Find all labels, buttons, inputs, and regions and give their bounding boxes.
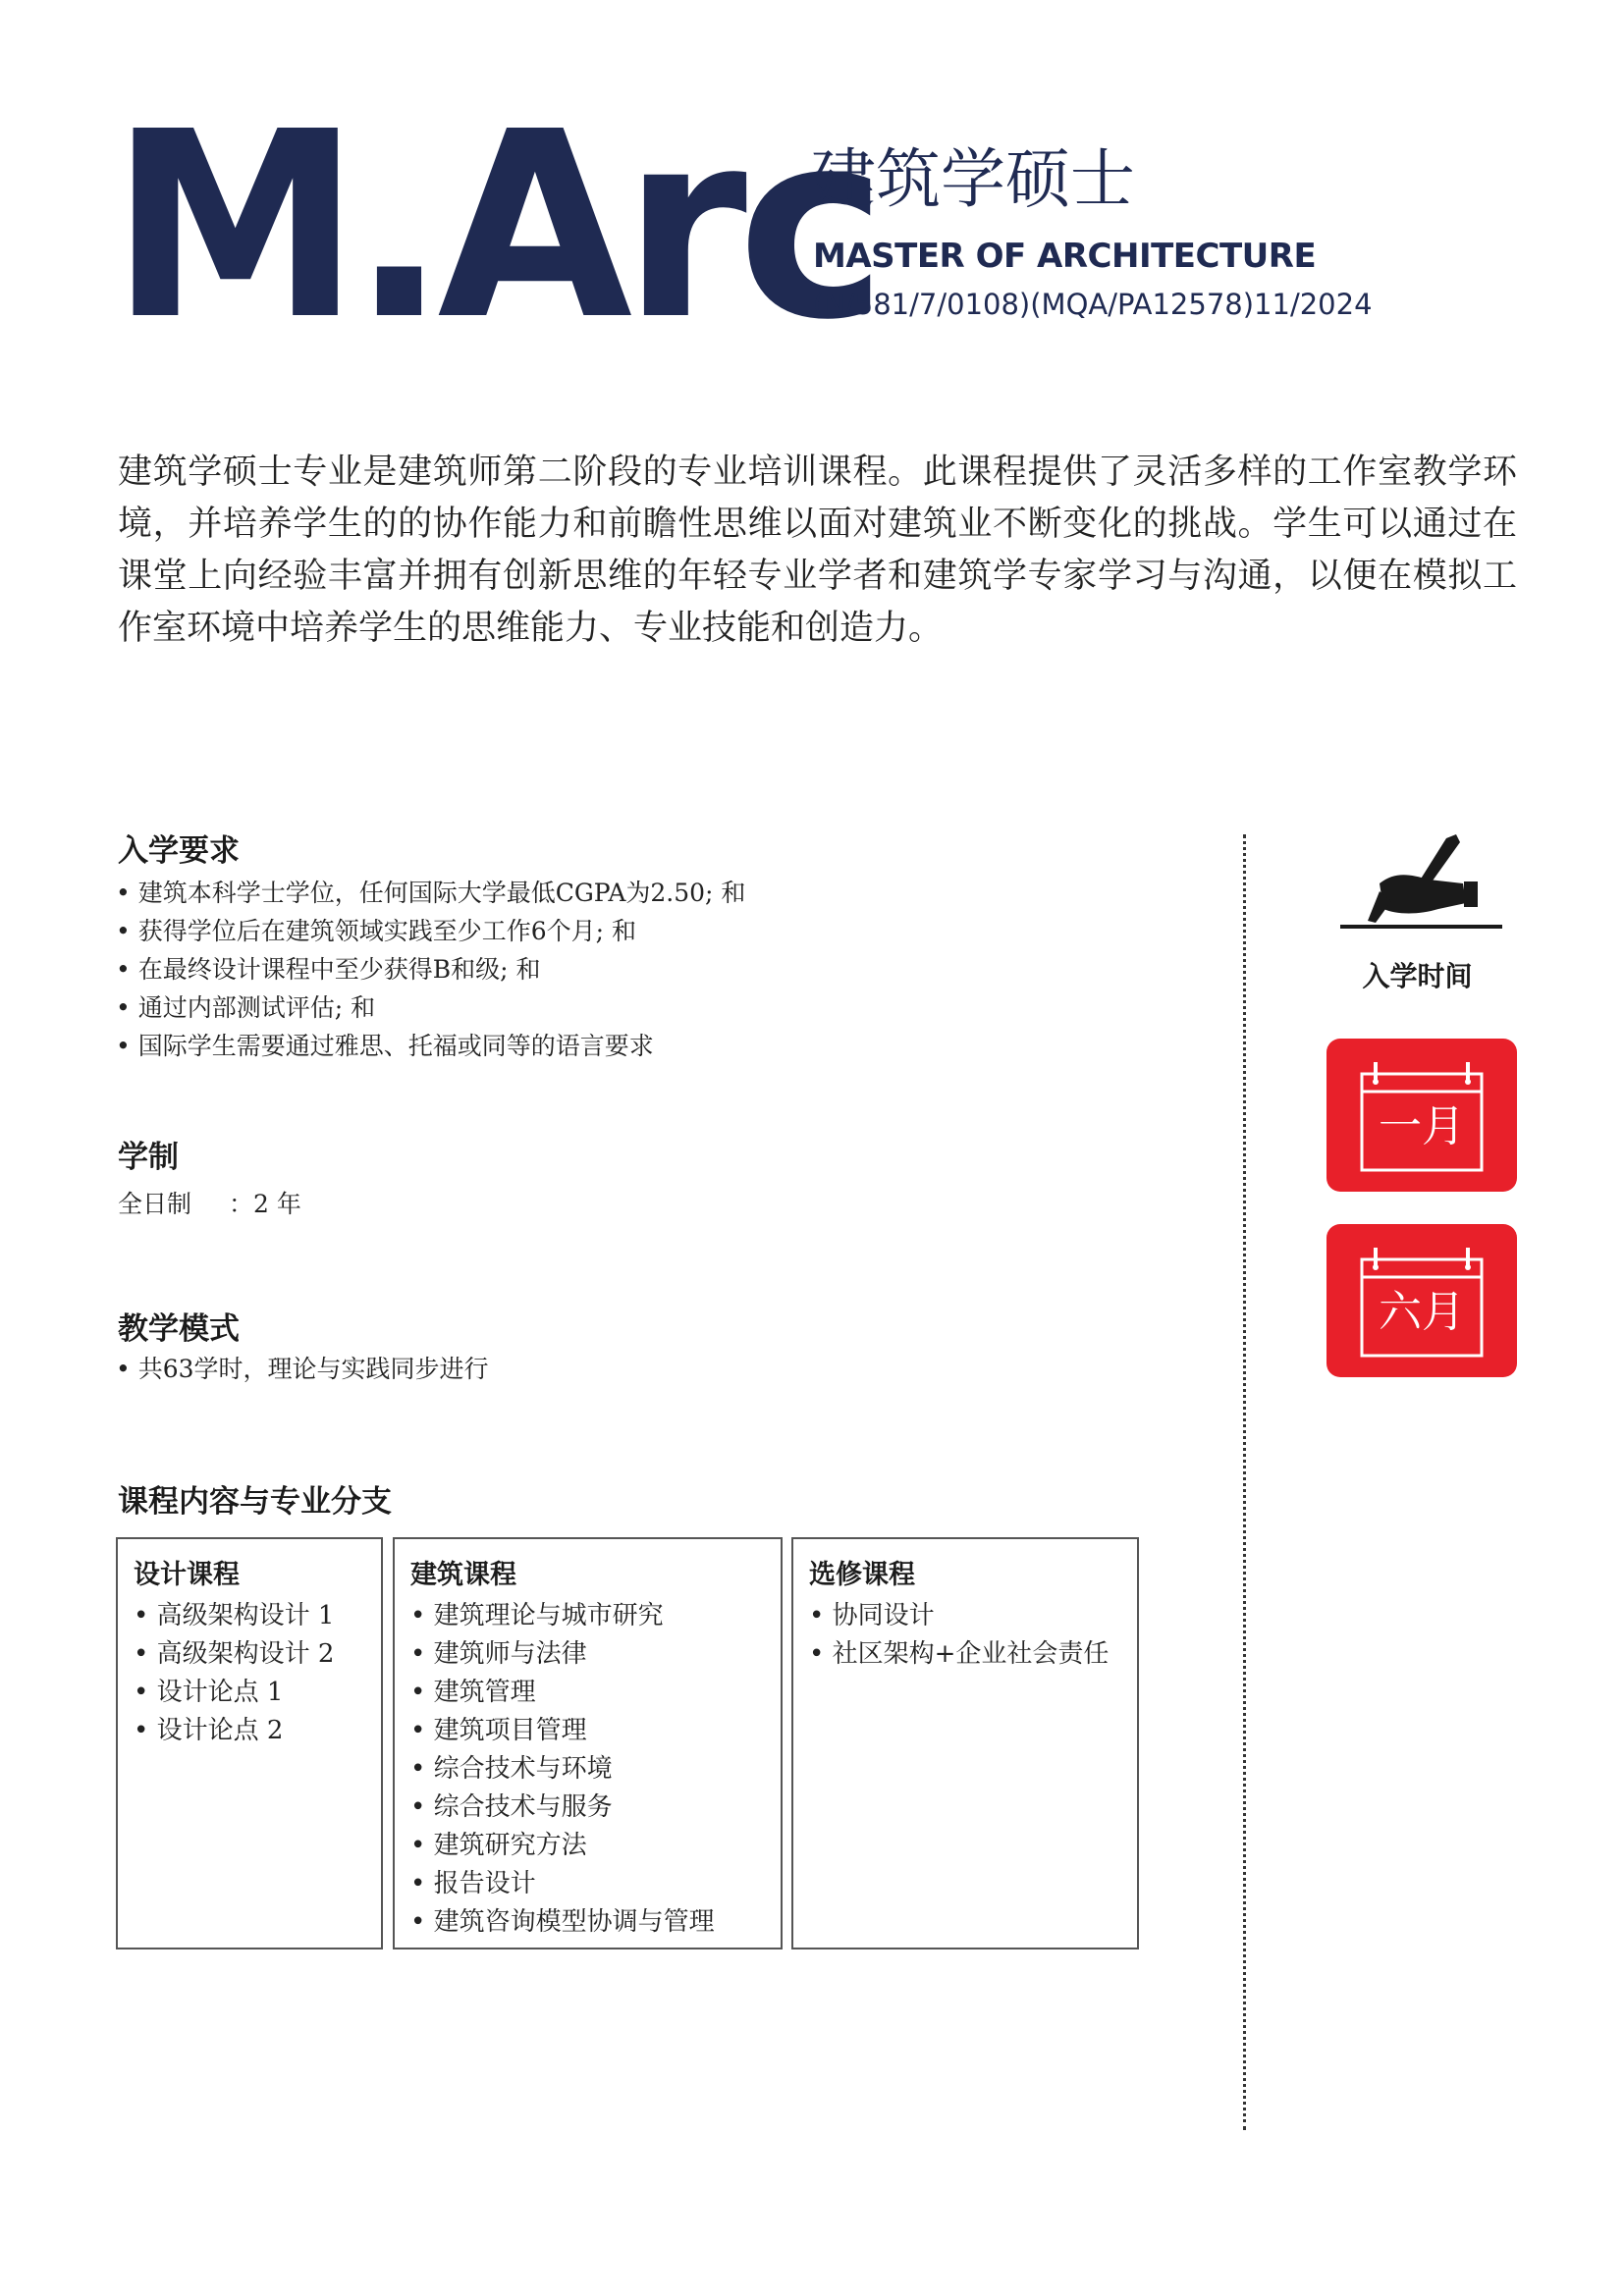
- list-item: • 设计论点 2: [134, 1712, 365, 1750]
- list-item: • 综合技术与服务: [410, 1789, 765, 1827]
- list-item: • 建筑师与法律: [410, 1635, 765, 1674]
- list-item: • 建筑本科学士学位，任何国际大学最低CGPA为2.50; 和: [116, 874, 745, 912]
- dotted-divider: [1243, 834, 1246, 2130]
- duration-mode: 全日制: [118, 1190, 192, 1218]
- duration-line: [118, 1185, 301, 1220]
- course-group-title: 设计课程: [134, 1560, 240, 1590]
- list-item: • 社区架构+企业社会责任: [809, 1635, 1121, 1674]
- list-item: • 建筑管理: [410, 1674, 765, 1712]
- list-item: • 报告设计: [410, 1865, 765, 1903]
- pen-signing-icon: [1340, 832, 1507, 934]
- program-title-cn: 建筑学硕士: [811, 141, 1135, 217]
- calendar-january: [1326, 1039, 1517, 1192]
- intake-month: 一月: [1379, 1101, 1465, 1151]
- courses-title: 课程内容与专业分支: [118, 1484, 392, 1520]
- list-item: • 建筑研究方法: [410, 1827, 765, 1865]
- program-title-en: MASTER OF ARCHITECTURE: [813, 237, 1317, 276]
- course-group-architecture: [393, 1537, 783, 1949]
- list-item: • 设计论点 1: [134, 1674, 365, 1712]
- duration-title: 学制: [118, 1140, 179, 1175]
- list-item: • 通过内部测试评估; 和: [116, 988, 745, 1027]
- course-group-title: 选修课程: [809, 1560, 915, 1590]
- list-item: • 建筑咨询模型协调与管理: [410, 1903, 765, 1942]
- list-item: • 国际学生需要通过雅思、托福或同等的语言要求: [116, 1027, 745, 1065]
- list-item: • 建筑项目管理: [410, 1712, 765, 1750]
- list-item: • 协同设计: [809, 1597, 1121, 1635]
- list-item: • 获得学位后在建筑领域实践至少工作6个月; 和: [116, 912, 745, 950]
- course-group-elective: [791, 1537, 1139, 1949]
- calendar-june: [1326, 1224, 1517, 1377]
- intro-paragraph: 建筑学硕士专业是建筑师第二阶段的专业培训课程。此课程提供了灵活多样的工作室教学环境，并培养学生的的协作能力和前瞻性思维以面对建筑业不断变化的挑战。学生可以通过在课堂上向经验丰富并拥有创新思维的年轻专业学者和建筑学专家学习与沟通，以便在模拟工作室环境中培养学生的思维能力、专业技能和创造力。: [118, 453, 1517, 648]
- teaching-title: 教学模式: [118, 1311, 240, 1347]
- intake-month: 六月: [1379, 1287, 1465, 1337]
- list-item: • 建筑理论与城市研究: [410, 1597, 765, 1635]
- requirements-title: 入学要求: [118, 833, 240, 869]
- duration-value: ：2 年: [229, 1190, 301, 1218]
- list-item: • 共63学时，理论与实践同步进行: [116, 1350, 489, 1388]
- list-item: • 高级架构设计 1: [134, 1597, 365, 1635]
- accreditation-code: (N/581/7/0108)(MQA/PA12578)11/2024: [813, 288, 1373, 321]
- course-group-title: 建筑课程: [410, 1560, 516, 1590]
- program-logo: M.Arc: [110, 77, 878, 376]
- course-group-design: [116, 1537, 383, 1949]
- list-item: • 高级架构设计 2: [134, 1635, 365, 1674]
- teaching-list: [116, 1350, 489, 1388]
- list-item: • 在最终设计课程中至少获得B和级; 和: [116, 950, 745, 988]
- requirements-list: [116, 874, 745, 1065]
- intake-title: 入学时间: [1362, 960, 1473, 992]
- list-item: • 综合技术与环境: [410, 1750, 765, 1789]
